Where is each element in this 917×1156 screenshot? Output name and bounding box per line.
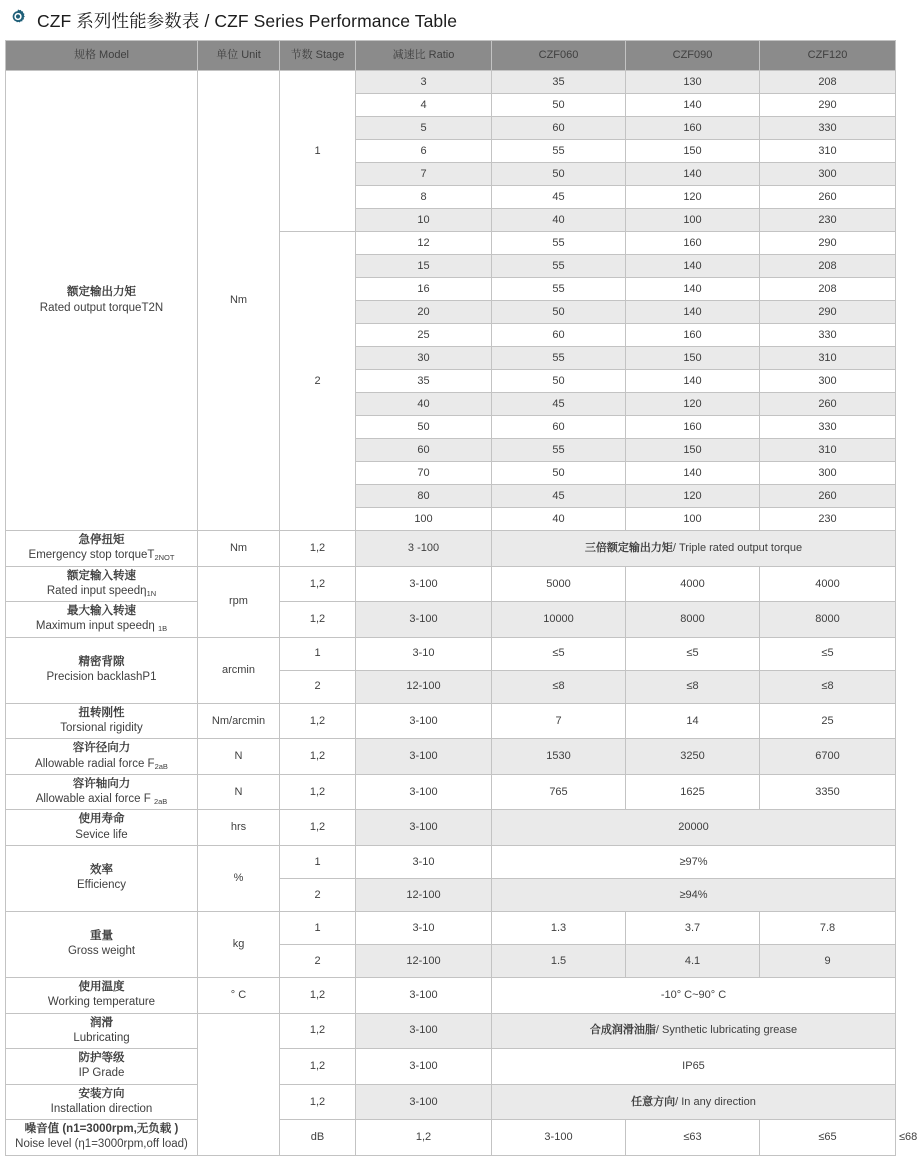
value-czf090: 4.1 xyxy=(626,944,760,977)
row-ratio: 12-100 xyxy=(356,944,492,977)
table-row-installation-direction xyxy=(6,1084,896,1120)
row-unit: dB xyxy=(280,1120,356,1156)
row-stage: 1,2 xyxy=(280,810,356,846)
col-header-czf060: CZF060 xyxy=(492,41,626,71)
value-czf090: 140 xyxy=(626,301,760,324)
value-czf060: 765 xyxy=(492,774,626,810)
table-header-row xyxy=(6,41,896,71)
value-czf060: 50 xyxy=(492,94,626,117)
row-unit-percent: % xyxy=(198,845,280,911)
row-unit-rpm: rpm xyxy=(198,566,280,637)
value-czf120: 310 xyxy=(760,140,896,163)
value-czf090: 4000 xyxy=(626,566,760,602)
value-czf120: 300 xyxy=(760,163,896,186)
value-czf090: 160 xyxy=(626,324,760,347)
row-merged-value: 20000 xyxy=(492,810,896,846)
value-czf090: 140 xyxy=(626,255,760,278)
value-czf090: 160 xyxy=(626,416,760,439)
value-czf120: 208 xyxy=(760,255,896,278)
value-czf090: 140 xyxy=(626,94,760,117)
row-unit: hrs xyxy=(198,810,280,846)
row-ratio: 3-100 xyxy=(356,602,492,638)
ratio-cell: 5 xyxy=(356,117,492,140)
row-stage: 1,2 xyxy=(356,1120,492,1156)
row-ratio: 3-100 xyxy=(356,1049,492,1085)
row-stage: 1 xyxy=(280,637,356,670)
value-czf060: 1.5 xyxy=(492,944,626,977)
ratio-cell: 100 xyxy=(356,508,492,531)
value-czf120: 310 xyxy=(760,439,896,462)
value-czf120: 330 xyxy=(760,324,896,347)
value-czf120: ≤5 xyxy=(760,637,896,670)
row-stage: 1,2 xyxy=(280,703,356,739)
value-czf090: 150 xyxy=(626,439,760,462)
value-czf060: 1.3 xyxy=(492,911,626,944)
table-row-working-temperature xyxy=(6,977,896,1013)
value-czf060: 60 xyxy=(492,416,626,439)
value-czf120: 9 xyxy=(760,944,896,977)
table-row xyxy=(6,71,896,94)
row-label-installation-direction: 安装方向 Installation direction xyxy=(6,1084,198,1120)
row-label-precision-backlash: 精密背隙 Precision backlashP1 xyxy=(6,637,198,703)
ratio-cell: 80 xyxy=(356,485,492,508)
value-czf120: 8000 xyxy=(760,602,896,638)
value-czf060: 55 xyxy=(492,347,626,370)
row-ratio: 3-100 xyxy=(356,566,492,602)
row-unit: Nm xyxy=(198,531,280,567)
row-label-allowable-radial-force: 容许径向力 Allowable radial force $F_{2aB}$ xyxy=(6,739,198,775)
value-czf120: 330 xyxy=(760,117,896,140)
value-czf060: ≤63 xyxy=(626,1120,760,1156)
row-ratio: 3 -100 xyxy=(356,531,492,567)
row-stage: 2 xyxy=(280,670,356,703)
row-stage: 2 xyxy=(280,944,356,977)
value-czf090: 14 xyxy=(626,703,760,739)
value-czf060: 5000 xyxy=(492,566,626,602)
row-stage: 1,2 xyxy=(280,1013,356,1049)
value-czf090: 140 xyxy=(626,278,760,301)
value-czf120: 310 xyxy=(760,347,896,370)
row-label-rated-output-torque: 额定输出力矩 Rated output torqueT2N xyxy=(6,71,198,531)
value-czf120: 330 xyxy=(760,416,896,439)
row-ratio: 3-100 xyxy=(356,1013,492,1049)
ratio-cell: 30 xyxy=(356,347,492,370)
value-czf060: 1530 xyxy=(492,739,626,775)
row-label-efficiency: 效率 Efficiency xyxy=(6,845,198,911)
ratio-cell: 15 xyxy=(356,255,492,278)
value-czf060: 40 xyxy=(492,209,626,232)
row-stage: 1,2 xyxy=(280,1049,356,1085)
value-czf090: 3250 xyxy=(626,739,760,775)
value-czf120: 230 xyxy=(760,508,896,531)
value-czf060: 60 xyxy=(492,117,626,140)
table-row-service-life xyxy=(6,810,896,846)
gear-icon xyxy=(8,8,28,33)
value-czf090: 140 xyxy=(626,462,760,485)
value-czf060: ≤8 xyxy=(492,670,626,703)
row-label-lubricating: 润滑 Lubricating xyxy=(6,1013,198,1049)
value-czf060: 50 xyxy=(492,462,626,485)
value-czf120: 260 xyxy=(760,485,896,508)
value-czf060: 55 xyxy=(492,278,626,301)
value-czf060: 40 xyxy=(492,508,626,531)
row-label-allowable-axial-force: 容许轴向力 Allowable axial force F $_{2aB}$ xyxy=(6,774,198,810)
value-czf090: 150 xyxy=(626,347,760,370)
value-czf060: ≤5 xyxy=(492,637,626,670)
row-unit: N xyxy=(198,739,280,775)
value-czf120: 25 xyxy=(760,703,896,739)
row-ratio: 3-100 xyxy=(356,810,492,846)
row-unit: ° C xyxy=(198,977,280,1013)
value-czf120: 208 xyxy=(760,278,896,301)
row-merged-value: 任意方向/ In any direction xyxy=(492,1084,896,1120)
table-row-radial-force xyxy=(6,739,896,775)
performance-table xyxy=(5,40,917,1156)
value-czf090: 100 xyxy=(626,209,760,232)
ratio-cell: 6 xyxy=(356,140,492,163)
table-row-noise-level: 噪音值 (n1=3000rpm,无负载 ) Noise level (η1=3000rpm,off load) dB 1,2 3-100 ≤63 ≤65 ≤68 xyxy=(6,1120,896,1156)
table-body xyxy=(6,71,917,1156)
row-stage: 2 xyxy=(280,878,356,911)
value-czf090: 150 xyxy=(626,140,760,163)
table-row-backlash-1 xyxy=(6,637,896,670)
value-czf120: 4000 xyxy=(760,566,896,602)
value-czf060: 50 xyxy=(492,163,626,186)
row-label-noise-level: 噪音值 (n1=3000rpm,无负载 ) Noise level (η1=3000rpm,off load) xyxy=(6,1120,198,1156)
value-czf090: ≤65 xyxy=(760,1120,896,1156)
row-ratio: 3-100 xyxy=(356,703,492,739)
ratio-cell: 7 xyxy=(356,163,492,186)
row-ratio: 12-100 xyxy=(356,878,492,911)
value-czf060: 55 xyxy=(492,140,626,163)
value-czf060: 35 xyxy=(492,71,626,94)
value-czf090: 160 xyxy=(626,232,760,255)
col-header-model: 规格 Model xyxy=(6,41,198,71)
value-czf090: 160 xyxy=(626,117,760,140)
table-row-gross-weight-1 xyxy=(6,911,896,944)
value-czf060: 50 xyxy=(492,370,626,393)
row-ratio: 12-100 xyxy=(356,670,492,703)
row-ratio: 3-10 xyxy=(356,637,492,670)
ratio-cell: 3 xyxy=(356,71,492,94)
row-ratio: 3-100 xyxy=(356,977,492,1013)
row-label-torsional-rigidity: 扭转刚性 Torsional rigidity xyxy=(6,703,198,739)
value-czf120: 6700 xyxy=(760,739,896,775)
value-czf120: 260 xyxy=(760,393,896,416)
value-czf090: 120 xyxy=(626,393,760,416)
value-czf090: ≤5 xyxy=(626,637,760,670)
ratio-cell: 20 xyxy=(356,301,492,324)
value-czf120: 230 xyxy=(760,209,896,232)
value-czf060: 60 xyxy=(492,324,626,347)
row-ratio: 3-100 xyxy=(356,1084,492,1120)
ratio-cell: 12 xyxy=(356,232,492,255)
row-merged-value: IP65 xyxy=(492,1049,896,1085)
value-czf090: 130 xyxy=(626,71,760,94)
row-stage: 1,2 xyxy=(280,531,356,567)
ratio-cell: 4 xyxy=(356,94,492,117)
value-czf060: 45 xyxy=(492,393,626,416)
row-stage: 1,2 xyxy=(280,739,356,775)
table-row-max-input-speed xyxy=(6,602,896,638)
ratio-cell: 16 xyxy=(356,278,492,301)
table-row-efficiency-1 xyxy=(6,845,896,878)
value-czf090: 1625 xyxy=(626,774,760,810)
value-czf090: 100 xyxy=(626,508,760,531)
row-merged-value: ≥97% xyxy=(492,845,896,878)
col-header-stage: 节数 Stage xyxy=(280,41,356,71)
row-merged-value: ≥94% xyxy=(492,878,896,911)
value-czf120: ≤8 xyxy=(760,670,896,703)
stage-cell-2: 2 xyxy=(280,232,356,531)
table-row-torsional-rigidity xyxy=(6,703,896,739)
row-stage: 1,2 xyxy=(280,602,356,638)
row-label-ip-grade: 防护等级 IP Grade xyxy=(6,1049,198,1085)
col-header-czf120: CZF120 xyxy=(760,41,896,71)
value-czf060: 50 xyxy=(492,301,626,324)
row-ratio: 3-100 xyxy=(356,739,492,775)
ratio-cell: 40 xyxy=(356,393,492,416)
row-ratio: 3-100 xyxy=(356,774,492,810)
page-title: CZF 系列性能参数表 / CZF Series Performance Table xyxy=(37,10,458,31)
row-label-working-temperature: 使用温度 Working temperature xyxy=(6,977,198,1013)
table-row-axial-force xyxy=(6,774,896,810)
value-czf090: 8000 xyxy=(626,602,760,638)
value-czf120: 290 xyxy=(760,301,896,324)
value-czf090: ≤8 xyxy=(626,670,760,703)
table-row-ip-grade xyxy=(6,1049,896,1085)
value-czf060: 55 xyxy=(492,439,626,462)
value-czf060: 55 xyxy=(492,255,626,278)
row-merged-value: -10° C~90° C xyxy=(492,977,896,1013)
value-czf060: 45 xyxy=(492,485,626,508)
row-label-service-life: 使用寿命 Sevice life xyxy=(6,810,198,846)
row-unit-rated-output-torque: Nm xyxy=(198,71,280,531)
value-czf090: 120 xyxy=(626,485,760,508)
value-czf090: 140 xyxy=(626,163,760,186)
row-stage: 1 xyxy=(280,911,356,944)
row-ratio: 3-10 xyxy=(356,845,492,878)
value-czf120: 290 xyxy=(760,232,896,255)
ratio-cell: 25 xyxy=(356,324,492,347)
ratio-cell: 50 xyxy=(356,416,492,439)
value-czf120: 260 xyxy=(760,186,896,209)
row-unit-arcmin: arcmin xyxy=(198,637,280,703)
col-header-ratio: 减速比 Ratio xyxy=(356,41,492,71)
ratio-cell: 60 xyxy=(356,439,492,462)
value-czf120: 208 xyxy=(760,71,896,94)
value-czf060: 55 xyxy=(492,232,626,255)
ratio-cell: 35 xyxy=(356,370,492,393)
row-label-gross-weight: 重量 Gross weight xyxy=(6,911,198,977)
row-unit: N xyxy=(198,774,280,810)
row-unit-empty xyxy=(198,1013,280,1155)
value-czf120: 300 xyxy=(760,462,896,485)
value-czf120: 3350 xyxy=(760,774,896,810)
col-header-unit: 单位 Unit xyxy=(198,41,280,71)
row-ratio: 3-10 xyxy=(356,911,492,944)
value-czf090: 120 xyxy=(626,186,760,209)
row-unit: Nm/arcmin xyxy=(198,703,280,739)
row-merged-value: 合成润滑油脂/ Synthetic lubricating grease xyxy=(492,1013,896,1049)
value-czf120: 7.8 xyxy=(760,911,896,944)
row-ratio: 3-100 xyxy=(492,1120,626,1156)
row-stage: 1 xyxy=(280,845,356,878)
table-row-rated-input-speed xyxy=(6,566,896,602)
row-unit-kg: kg xyxy=(198,911,280,977)
page-title-bar xyxy=(0,0,900,40)
row-label-rated-input-speed: 额定输入转速 Rated input speedη$_{1N}$ xyxy=(6,566,198,602)
value-czf090: 140 xyxy=(626,370,760,393)
stage-cell-1: 1 xyxy=(280,71,356,232)
row-label-emergency-stop-torque: 急停扭矩 Emergency stop torqueT$_{2NOT}$ xyxy=(6,531,198,567)
ratio-cell: 10 xyxy=(356,209,492,232)
value-czf120: 290 xyxy=(760,94,896,117)
value-czf060: 45 xyxy=(492,186,626,209)
col-header-czf090: CZF090 xyxy=(626,41,760,71)
ratio-cell: 70 xyxy=(356,462,492,485)
row-stage: 1,2 xyxy=(280,977,356,1013)
value-czf060: 7 xyxy=(492,703,626,739)
row-stage: 1,2 xyxy=(280,774,356,810)
table-row-lubricating xyxy=(6,1013,896,1049)
value-czf060: 10000 xyxy=(492,602,626,638)
row-stage: 1,2 xyxy=(280,566,356,602)
table-row-emergency-stop-torque xyxy=(6,531,896,567)
value-czf120: 300 xyxy=(760,370,896,393)
row-stage: 1,2 xyxy=(280,1084,356,1120)
row-merged-value: 三倍额定输出力矩/ Triple rated output torque xyxy=(492,531,896,567)
value-czf090: 3.7 xyxy=(626,911,760,944)
row-label-max-input-speed: 最大输入转速 Maximum input speedη $_{1B}$ xyxy=(6,602,198,638)
ratio-cell: 8 xyxy=(356,186,492,209)
